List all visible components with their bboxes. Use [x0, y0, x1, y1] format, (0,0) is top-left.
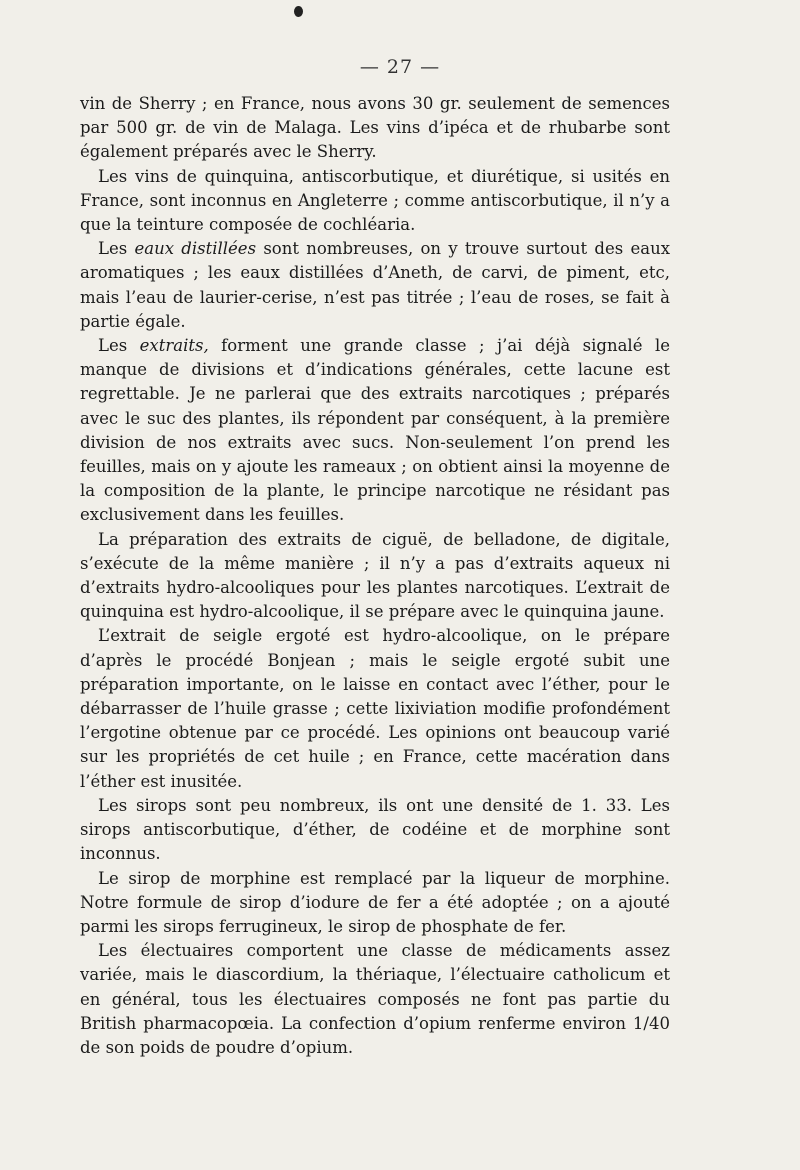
- paragraph-9: Les électuaires comportent une classe de médicaments assez variée, mais le diascordium, la thériaque, l’électuaire catholicum et en général, tous les électuaires composés ne font pas partie du British pharmacopœia. La confection d’opium renferme environ 1/40 de son poids de poudre d’opium.: [80, 941, 670, 1057]
- paragraph-8: Le sirop de morphine est remplacé par la liqueur de morphine. Notre formule de sirop d’iodure de fer a été adoptée ; on a ajouté parmi les sirops ferrugineux, le sirop de phosphate de fer.: [80, 868, 670, 936]
- paragraph-6: L’extrait de seigle ergoté est hydro-alcoolique, on le prépare d’après le procédé Bonjean ; mais le seigle ergoté subit une préparation importante, on le laisse en contact avec l’éther, pour le débarrasser de l’huile grasse ; cette lixiviation modifie profondément l’ergotine obtenue par ce procédé. Les opinions ont beaucoup varié sur les propriétés de cet huile ; en France, cette macération dans l’éther est inusitée.: [80, 626, 670, 791]
- ink-speck: [294, 6, 303, 17]
- paragraph-2: Les vins de quinquina, antiscorbutique, et diurétique, si usités en France, sont inconnus en Angleterre ; comme antiscorbutique, il n’y a que la teinture composée de cochléaria.: [80, 166, 670, 235]
- paragraph-4: Les extraits, forment une grande classe ; j’ai déjà signalé le manque de divisions et d’indications générales, cette lacune est regrettable. Je ne parlerai que des extraits narcotiques ; préparés avec le suc des plantes, ils répondent par conséquent, à la première division de nos extraits avec sucs. Non-seulement l’on prend les feuilles, mais on y ajoute les rameaux ; on obtient ainsi la moyenne de la composition de la plante, le principe narcotique ne résidant pas exclusivement dans les feuilles.: [80, 336, 670, 525]
- paragraph-1: vin de Sherry ; en France, nous avons 30 gr. seulement de semences par 500 gr. de vin de Malaga. Les vins d’ipéca et de rhubarbe sont également préparés avec le Sherry.: [80, 94, 670, 162]
- page-number: — 27 —: [359, 56, 441, 78]
- italic-term-extraits: extraits,: [139, 336, 209, 356]
- paragraph-5: La préparation des extraits de ciguë, de belladone, de digitale, s’exécute de la même manière ; il n’y a pas d’extraits aqueux ni d’extraits hydro-alcooliques pour les plantes narcotiques. L’extrait de quinquina est hydro-alcoolique, il se prépare avec le quinquina jaune.: [80, 529, 670, 622]
- italic-term-eaux-distillees: eaux distillées: [134, 239, 257, 259]
- paragraph-3: Les eaux distillées sont nombreuses, on y trouve surtout des eaux aromatiques ; les eaux distillées d’Aneth, de carvi, de piment, etc, mais l’eau de laurier-cerise, n’est pas titrée ; l’eau de roses, se fait à partie égale.: [80, 239, 671, 331]
- document-body: [80, 92, 670, 1060]
- paragraph-7: Les sirops sont peu nombreux, ils ont une densité de 1. 33. Les sirops antiscorbutique, d’éther, de codéine et de morphine sont inconnus.: [80, 795, 670, 864]
